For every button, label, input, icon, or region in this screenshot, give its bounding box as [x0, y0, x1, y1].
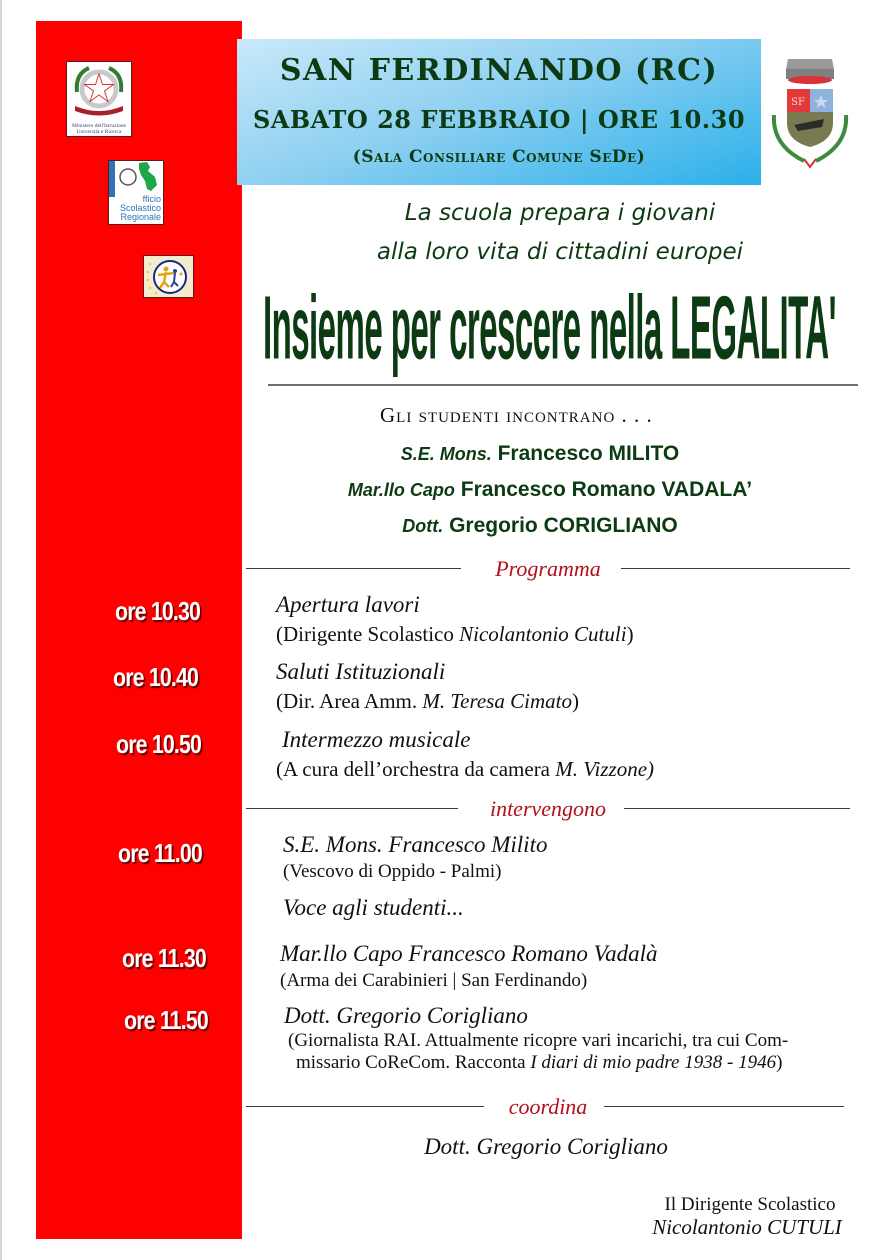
guest-line	[290, 478, 810, 502]
intervention-item	[280, 942, 658, 993]
time-label: ore 10.40	[113, 662, 199, 692]
guest-name: Francesco Romano VADALA’	[460, 478, 753, 501]
intervention-speaker: Dott. Gregorio Corigliano	[284, 1003, 528, 1028]
guest-title: Dott.	[402, 516, 444, 536]
headline-divider	[268, 384, 858, 386]
usr-calabria-logo	[108, 160, 164, 225]
divider-line	[621, 568, 850, 569]
program-item-detail: (Dir. Area Amm. M. Teresa Cimato)	[276, 689, 579, 713]
signature-name: Nicolantonio CUTULI	[652, 1215, 842, 1239]
event-date-time: SABATO 28 FEBBRAIO | ORE 10.30	[252, 105, 746, 134]
program-item-title: Intermezzo musicale	[282, 727, 471, 752]
time-label: ore 10.50	[116, 729, 202, 759]
event-town: SAN FERDINANDO (RC)	[279, 53, 719, 88]
guest-name: Francesco MILITO	[497, 442, 680, 465]
miur-logo	[66, 61, 132, 137]
guest-title: S.E. Mons.	[400, 444, 492, 464]
divider-line	[624, 808, 850, 809]
program-item-title: Saluti Istituzionali	[276, 659, 446, 684]
time-label: ore 11.00	[118, 838, 202, 868]
guest-title: Mar.llo Capo	[347, 480, 455, 500]
coordinator-name: Dott. Gregorio Corigliano	[424, 1134, 668, 1159]
section-label: Programma	[495, 556, 601, 581]
guest-name: Gregorio CORIGLIANO	[449, 514, 678, 537]
section-divider-programma	[246, 557, 850, 581]
eu-logo	[143, 255, 194, 298]
eu-stars-figures-icon	[144, 256, 193, 297]
page-edge	[0, 0, 2, 1260]
intervention-detail: (Arma dei Carabinieri | San Ferdinando)	[280, 970, 588, 991]
guest-line	[300, 442, 780, 466]
program-item	[276, 593, 634, 646]
intervention-speaker: S.E. Mons. Francesco Milito	[283, 832, 548, 857]
program-item-title: Apertura lavori	[276, 592, 420, 617]
intervention-item	[283, 896, 464, 920]
section-label: intervengono	[489, 796, 607, 821]
program-item	[276, 660, 579, 713]
program-item-detail: (Dirigente Scolastico Nicolantonio Cutuli)	[276, 622, 634, 646]
usr-caption: fficio Scolastico Regionale	[119, 194, 161, 222]
intervention-item	[284, 1004, 788, 1074]
tagline-line-2: alla loro vita di cittadini europei	[376, 239, 744, 265]
intervention-detail: (Vescovo di Oppido - Palmi)	[283, 861, 502, 882]
time-label: ore 10.30	[115, 596, 201, 626]
section-divider-intervengono	[246, 797, 850, 821]
section-divider-coordina	[246, 1095, 850, 1119]
intervention-speaker: Mar.llo Capo Francesco Romano Vadalà	[280, 941, 658, 966]
time-label: ore 11.50	[124, 1005, 208, 1035]
miur-caption: Ministero dell'Istruzione Università e Ricerca	[72, 123, 126, 135]
section-label: coordina	[508, 1094, 588, 1119]
divider-line	[604, 1106, 844, 1107]
meeting-heading: Gli studenti incontrano . . .	[380, 403, 653, 427]
signature-role: Il Dirigente Scolastico	[664, 1194, 836, 1215]
program-item	[276, 728, 654, 781]
event-header-banner	[237, 39, 761, 185]
san-ferdinando-coat-of-arms-icon	[764, 55, 856, 177]
calabria-map-icon	[109, 161, 163, 197]
tagline-line-1: La scuola prepara i giovani	[404, 200, 716, 226]
event-venue: (Sala Consiliare Comune SeDe)	[352, 147, 646, 167]
time-label: ore 11.30	[122, 943, 206, 973]
intervention-detail: (Giornalista RAI. Attualmente ricopre vari incarichi, tra cui Com- missario CoReCom. Racconta I diari di mio padre 1938 - 1946)	[288, 1030, 789, 1073]
main-headline: Insieme per crescere nella LEGALITA'	[263, 277, 836, 379]
intervention-item	[283, 833, 547, 884]
program-item-detail: (A cura dell’orchestra da camera M. Vizzone)	[276, 757, 655, 781]
coat-initials: SF	[791, 97, 805, 108]
italian-republic-emblem-icon	[67, 62, 131, 122]
intervention-speaker: Voce agli studenti...	[283, 895, 464, 920]
guest-line	[300, 514, 780, 538]
